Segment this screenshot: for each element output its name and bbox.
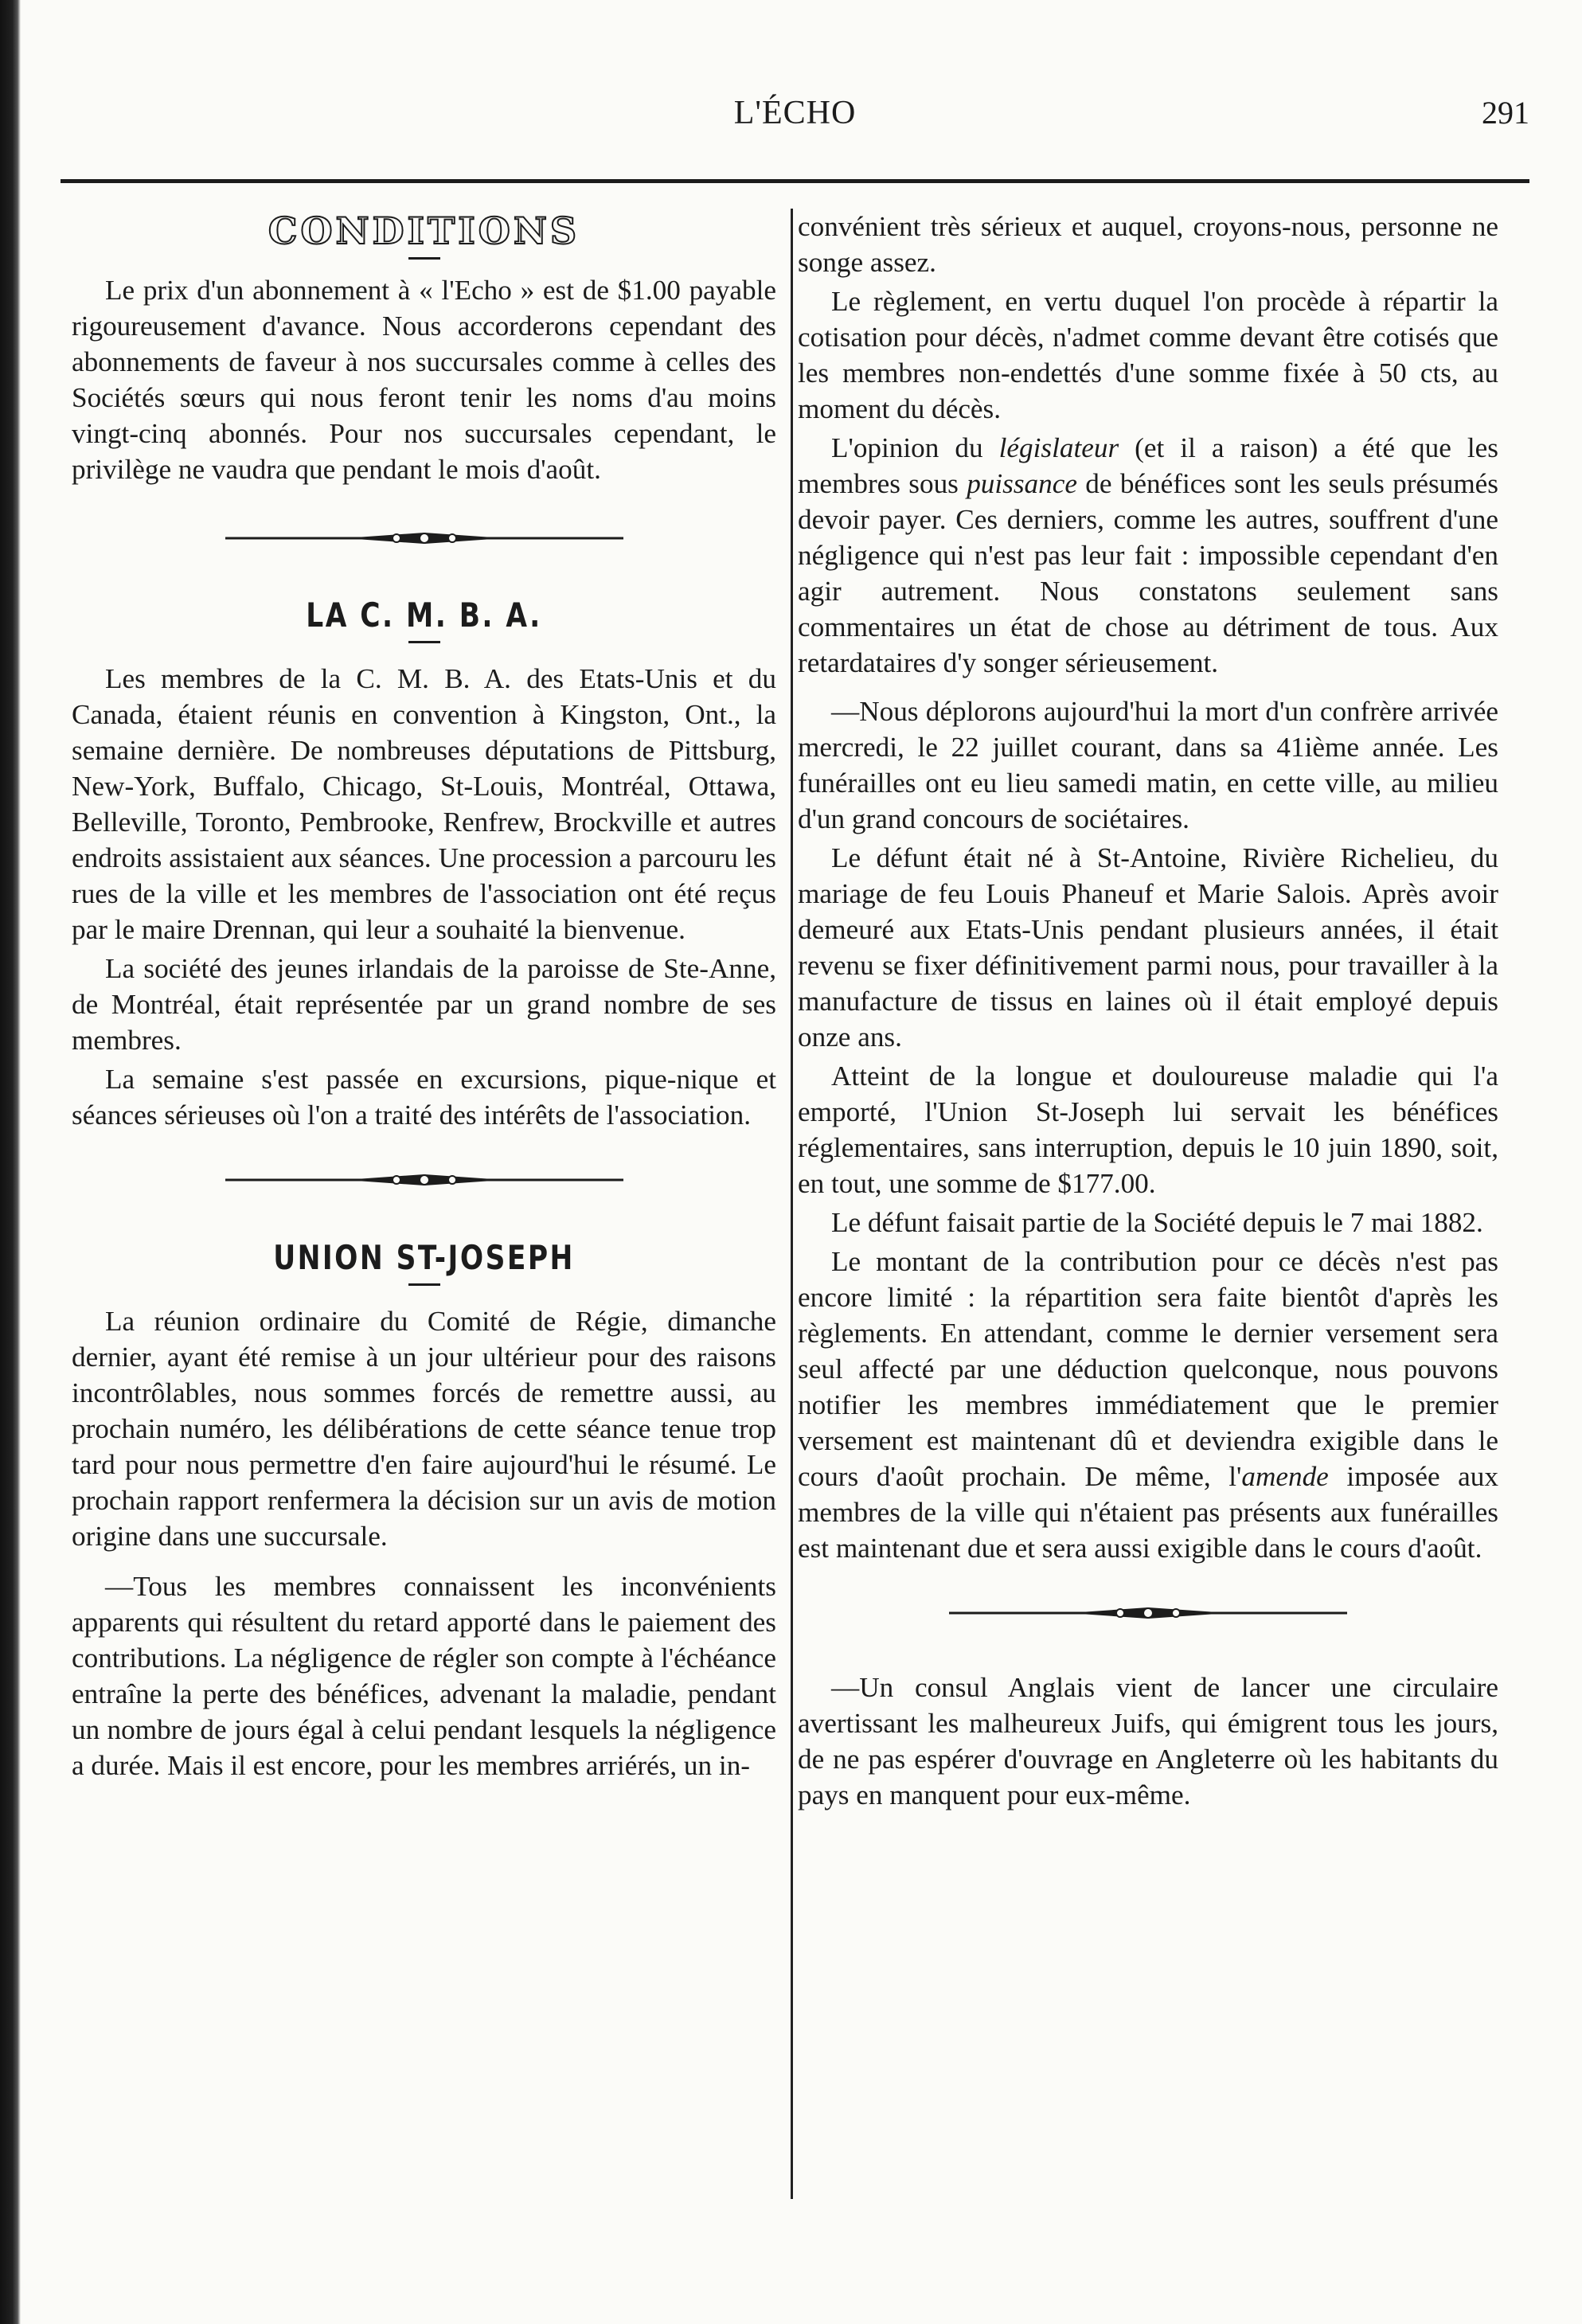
ornament-rule-icon bbox=[949, 1603, 1347, 1623]
cmba-paragraph-1: Les membres de la C. M. B. A. des Etats-Unis et du Canada, étaient réunis en convention à Kingston, Ont., la semaine dernière. De nombreuses députations de Pittsburg, New-York, Buffalo, Chicago, St-Louis, Montréal, Ottawa, Belleville, Toronto, Pembrooke, Renfrew, Brockville et autres endroits assistaient aux séances. Une procession a parcouru les rues de la ville et les membres de l'association ont été reçus par le maire Drennan, qui leur a souhaité la bienvenue. bbox=[72, 663, 776, 945]
opinion-text-a: L'opinion du bbox=[831, 432, 999, 463]
title-dash bbox=[408, 1283, 440, 1286]
page-number: 291 bbox=[1482, 95, 1529, 131]
opinion-paragraph bbox=[798, 430, 1498, 681]
opinion-text-c: de bénéfices sont les seuls présumés devoir payer. Ces derniers, comme les autres, souffrent d'une négligence qui n'est pas leur fait : impossible cependant d'en agir autrement. Nous constatons seulement sans commentaires un état de chose au détriment de tous. Aux retardataires d'y songer sérieusement. bbox=[798, 468, 1498, 678]
conditions-paragraph: Le prix d'un abonnement à « l'Echo » est de $1.00 payable rigoureusement d'avance. Nous accorderons cependant des abonnements de faveur à nos succursales comme à celles des Sociétés sœurs qui nous feront tenir les noms d'au moins vingt-cinq abonnés. Pour nos succursales cependant, le privilège ne vaudra que pendant le mois d'août. bbox=[72, 275, 776, 485]
obituary-paragraph-2: Le défunt était né à St-Antoine, Rivière Richelieu, du mariage de feu Louis Phaneuf et Marie Salois. Après avoir demeuré aux Etats-Unis pendant plusieurs années, il était revenu se fixer définitivement parmi nous, pour travailler à la manufacture de tissus en laines où il était employé depuis onze ans. bbox=[798, 842, 1498, 1053]
reglement-paragraph: Le règlement, en vertu duquel l'on procède à répartir la cotisation pour décès, n'admet comme devant être cotisés que les membres non-endettés d'une somme fixée à 50 cts, au moment du décès. bbox=[798, 286, 1498, 424]
union-paragraph-1: La réunion ordinaire du Comité de Régie, dimanche dernier, ayant été remise à un jour ultérieur pour des raisons incontrôlables, nous sommes forcés de remettre aussi, au prochain numéro, les délibérations de cette séance tenue trop tard pour nous permettre d'en faire aujourd'hui le résumé. Le prochain rapport renfermera la décision sur un avis de motion origine dans une succursale. bbox=[72, 1306, 776, 1552]
ornament-divider bbox=[72, 1136, 776, 1224]
page-header bbox=[61, 94, 1529, 150]
opinion-emphasis-puissance: puissance bbox=[967, 468, 1077, 499]
contribution-emphasis-amende: amende bbox=[1241, 1461, 1329, 1492]
opinion-text-b: (et il a raison) a été que les membres sous bbox=[798, 432, 1498, 499]
ornament-divider bbox=[798, 1569, 1498, 1657]
obituary-paragraph-1: —Nous déplorons aujourd'hui la mort d'un confrère arrivée mercredi, le 22 juillet courant, dans sa 41ième année. Les funérailles ont eu lieu samedi matin, en cette ville, au milieu d'un grand concours de sociétaires. bbox=[798, 696, 1498, 834]
contribution-text-a: Le montant de la contribution pour ce décès n'est pas encore limité : la répartition sera faite bientôt d'après les règlements. En attendant, comme le dernier versement sera seul affecté par une déduction quelconque, nous pouvons notifier les membres immédiatement que le premier versement est maintenant dû et deviendra exigible dans le cours d'août prochain. De même, l' bbox=[798, 1246, 1498, 1492]
column-divider bbox=[791, 209, 793, 2199]
cmba-paragraph-2: La société des jeunes irlandais de la paroisse de Ste-Anne, de Montréal, était représentée par un grand nombre de ses membres. bbox=[72, 953, 776, 1056]
union-paragraph-2: —Tous les membres connaissent les inconvénients apparents qui résultent du retard apporté dans le paiement des contributions. La négligence de régler son compte à l'échéance entraîne la perte des bénéfices, advenant la maladie, pendant un nombre de jours égal à celui pendant lesquels la négligence a durée. Mais il est encore, pour les membres arriérés, un in- bbox=[72, 1571, 776, 1781]
cmba-paragraph-3: La semaine s'est passée en excursions, pique-nique et séances sérieuses où l'on a traité des intérêts de l'association. bbox=[72, 1064, 776, 1131]
right-column bbox=[798, 209, 1498, 1816]
opinion-emphasis-legislateur: législateur bbox=[998, 432, 1119, 463]
ornament-rule-icon bbox=[225, 528, 623, 549]
ornament-divider bbox=[72, 490, 776, 586]
header-rule bbox=[61, 179, 1529, 183]
ornament-rule-icon bbox=[225, 1170, 623, 1190]
title-dash bbox=[408, 641, 440, 643]
left-column bbox=[72, 209, 776, 1787]
section-title-union-st-joseph: UNION ST-JOSEPH bbox=[273, 1238, 575, 1277]
title-dash bbox=[408, 257, 440, 260]
page-spine-shadow bbox=[0, 0, 21, 2324]
obituary-paragraph-4: Le défunt faisait partie de la Société depuis le 7 mai 1882. bbox=[831, 1207, 1483, 1238]
obituary-paragraph-3: Atteint de la longue et douloureuse maladie qui l'a emporté, l'Union St-Joseph lui servait les bénéfices réglementaires, sans interruption, depuis le 10 juin 1890, soit, en tout, une somme de $177.00. bbox=[798, 1060, 1498, 1199]
section-title-cmba: LA C. M. B. A. bbox=[306, 596, 542, 635]
contribution-text-b: imposée aux membres de la ville qui n'étaient pas présents aux funérailles est maintenant due et sera aussi exigible dans le cours d'août. bbox=[798, 1461, 1498, 1564]
contribution-paragraph bbox=[798, 1244, 1498, 1566]
continuation-paragraph: convénient très sérieux et auquel, croyons-nous, personne ne songe assez. bbox=[798, 211, 1498, 278]
running-title: L'ÉCHO bbox=[733, 95, 857, 131]
consul-paragraph: —Un consul Anglais vient de lancer une circulaire avertissant les malheureux Juifs, qui émigrent tous les jours, de ne pas espérer d'ouvrage en Angleterre où les habitants du pays en manquent pour eux-même. bbox=[798, 1672, 1498, 1810]
section-title-conditions: CONDITIONS bbox=[268, 209, 580, 252]
